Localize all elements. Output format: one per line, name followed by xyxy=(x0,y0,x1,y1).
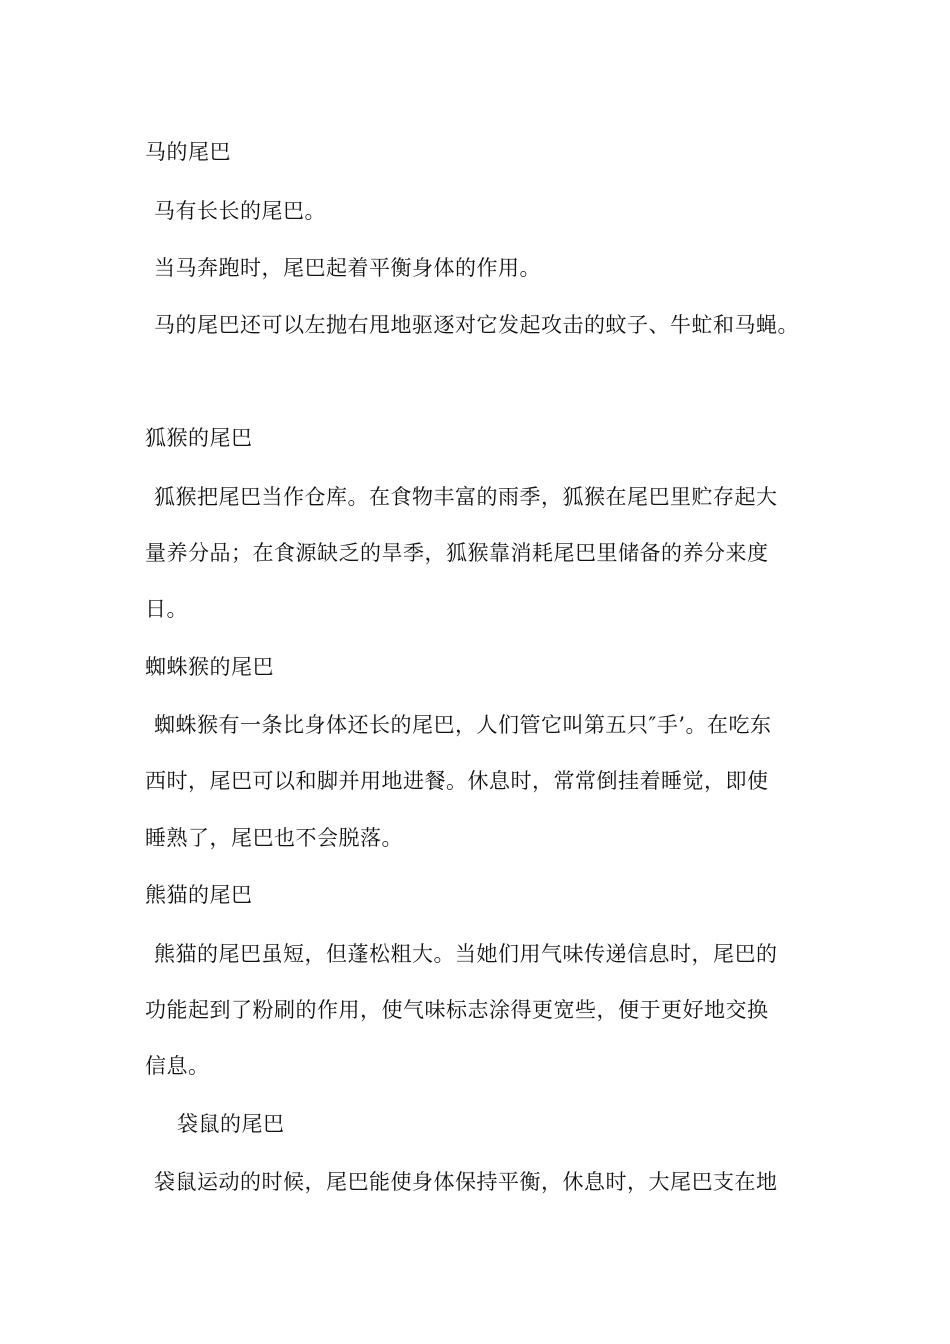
section-title-spider-monkey: 蜘蛛猴的尾巴 xyxy=(145,655,274,679)
paragraph-line: 狐猴把尾巴当作仓库。在食物丰富的雨季，狐猴在尾巴里贮存起大 xyxy=(154,485,778,509)
paragraph-line: 马有长长的尾巴。 xyxy=(154,199,326,223)
paragraph-line: 信息。 xyxy=(145,1054,210,1078)
section-title-kangaroo: 袋鼠的尾巴 xyxy=(177,1112,285,1136)
paragraph-line: 马的尾巴还可以左抛右甩地驱逐对它发起攻击的蚊子、牛虻和马蝇。 xyxy=(154,313,799,337)
paragraph-line: 功能起到了粉刷的作用，使气味标志涂得更宽些，便于更好地交换 xyxy=(145,998,769,1022)
section-title-horse: 马的尾巴 xyxy=(145,140,231,164)
paragraph-line: 蜘蛛猴有一条比身体还长的尾巴，人们管它叫第五只″手’。在吃东 xyxy=(154,713,772,737)
paragraph-line: 量养分品；在食源缺乏的旱季，狐猴靠消耗尾巴里储备的养分来度 xyxy=(145,541,769,565)
section-title-lemur: 狐猴的尾巴 xyxy=(145,426,253,450)
paragraph-line: 熊猫的尾巴虽短，但蓬松粗大。当她们用气味传递信息时，尾巴的 xyxy=(154,942,778,966)
paragraph-line: 睡熟了，尾巴也不会脱落。 xyxy=(145,826,403,850)
paragraph-line: 西时，尾巴可以和脚并用地进餐。休息时，常常倒挂着睡觉，即使 xyxy=(145,769,769,793)
paragraph-line: 日。 xyxy=(145,597,188,621)
paragraph-line: 袋鼠运动的时候，尾巴能使身体保持平衡，休息时，大尾巴支在地 xyxy=(154,1170,778,1194)
section-title-panda: 熊猫的尾巴 xyxy=(145,883,253,907)
paragraph-line: 当马奔跑时，尾巴起着平衡身体的作用。 xyxy=(154,256,541,280)
